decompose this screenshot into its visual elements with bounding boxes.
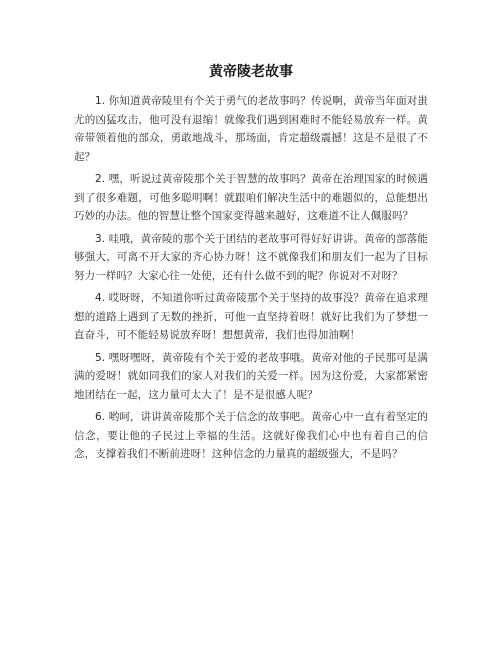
paragraph-4: 4. 哎呀呀，不知道你听过黄帝陵那个关于坚持的故事没？黄帝在追求理想的道路上遇到了无数的挫折，可他一直坚持着呀！就好比我们为了梦想一直奋斗，可不能轻易说放弃呀！想想黄帝，我们也得加油啊！ (74, 292, 428, 341)
paragraph-5: 5. 嘿呀嘿呀，黄帝陵有个关于爱的老故事哦。黄帝对他的子民那可是满满的爱呀！就如同我们的家人对我们的关爱一样。因为这份爱，大家都紧密地团结在一起，这力量可太大了！是不是很感人呢？ (74, 351, 428, 401)
paragraph-1: 1. 你知道黄帝陵里有个关于勇气的老故事吗？传说啊，黄帝当年面对蚩尤的凶猛攻击，他可没有退缩！就像我们遇到困难时不能轻易放弃一样。黄帝带领着他的部众，勇敢地战斗，那场面，肯定超级震撼！这是不是很了不起？ (74, 95, 428, 163)
paragraph-3: 3. 哇哦，黄帝陵的那个关于团结的老故事可得好好讲讲。黄帝的部落能够强大，可离不开大家的齐心协力呀！这不就像我们和朋友们一起为了目标努力一样吗？大家心往一处使，还有什么做不到的呢？你说对不对呀？ (74, 232, 428, 282)
document-title: 黄帝陵老故事 (209, 64, 293, 80)
paragraph-2: 2. 嘿，听说过黄帝陵那个关于智慧的故事吗？黄帝在治理国家的时候遇到了很多难题，可他多聪明啊！就跟咱们解决生活中的难题似的，总能想出巧妙的办法。他的智慧让整个国家变得越来越好，这难道不让人佩服吗？ (74, 173, 428, 222)
paragraph-6: 6. 哟呵，讲讲黄帝陵那个关于信念的故事吧。黄帝心中一直有着坚定的信念，要让他的子民过上幸福的生活。这就好像我们心中也有着自己的信念，支撑着我们不断前进呀！这种信念的力量真的超级强大，不是吗？ (74, 411, 428, 460)
